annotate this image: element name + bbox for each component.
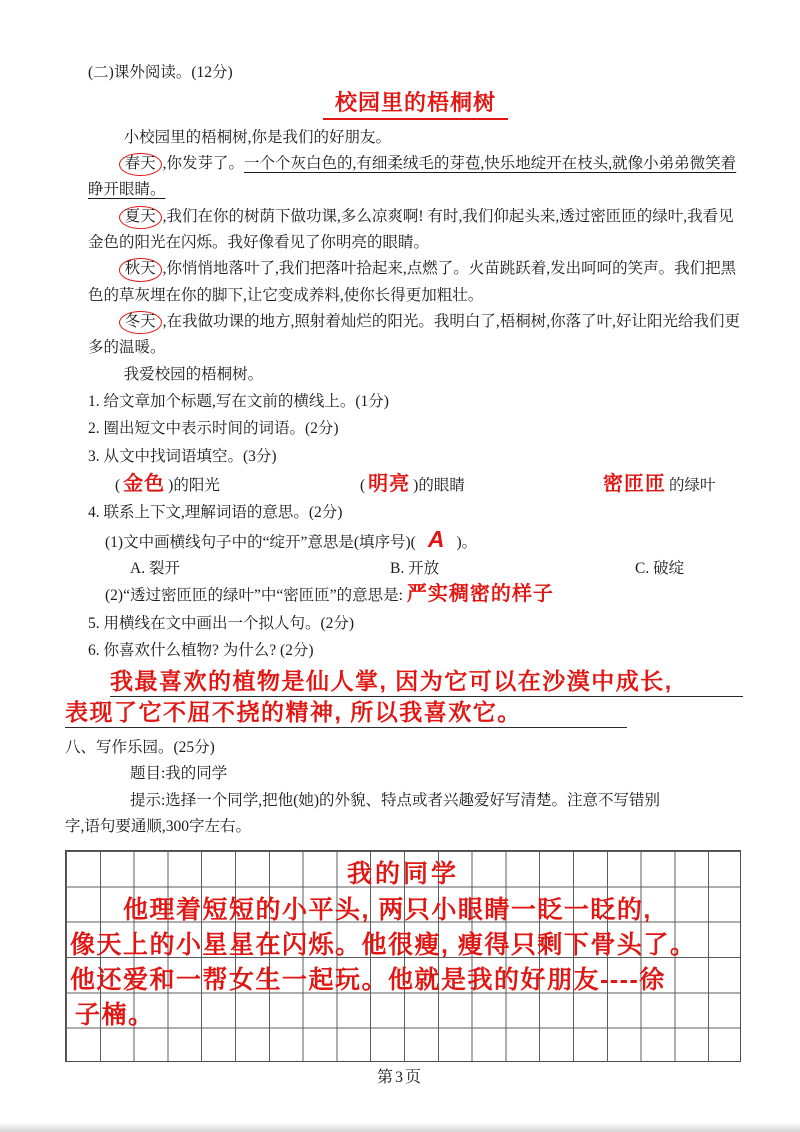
question-2: 2. 圈出短文中表示时间的词语。(2分): [88, 420, 339, 438]
paragraph-text-winter: ,在我做功课的地方,照射着灿烂的阳光。我明白了,梧桐树,你落了叶,好让阳光给我们更多的温暖。: [88, 312, 741, 357]
scan-edge-shadow: [0, 1122, 800, 1132]
handwritten-passage-title: 校园里的梧桐树: [323, 89, 508, 121]
writing-section-header: 八、写作乐园。(25分): [65, 739, 215, 757]
writing-section: [65, 734, 743, 1062]
essay-topic: 题目:我的同学: [130, 765, 228, 783]
circled-word-autumn: 秋天: [119, 258, 162, 281]
passage-paragraph-spring: [88, 151, 743, 204]
paragraph-text-summer: ,我们在你的树荫下做功课,多么凉爽啊! 有时,我们仰起头来,透过密匝匝的绿叶,我看见金色的阳光在闪烁。我好像看见了你明亮的眼睛。: [88, 207, 734, 251]
handwritten-answer-1: 金色: [123, 473, 166, 496]
passage-paragraph-autumn: [88, 256, 743, 309]
blank-suffix-3: 的绿叶: [669, 477, 716, 495]
underlined-sentence: 一个个灰白色的,有细柔绒毛的芽苞,快乐地绽开在枝头,就像小弟弟微笑着睁开眼睛。: [88, 154, 737, 199]
handwritten-answer-2: 明亮: [368, 473, 411, 496]
question-1: 1. 给文章加个标题,写在文前的横线上。(1分): [88, 393, 389, 410]
composition-grid: [65, 850, 741, 1062]
paren-open-1: (: [115, 477, 121, 495]
paren-close-2: ): [413, 477, 419, 495]
question-5: 5. 用横线在文中画出一个拟人句。(2分): [88, 614, 355, 632]
question-4-sub2: [88, 583, 743, 609]
fill-in-blank-1: [115, 472, 360, 499]
handwritten-essay-line-1: 他理着短短的小平头, 两只小眼睛一眨一眨的,: [123, 895, 652, 924]
handwritten-essay-line-3: 他还爱和一帮女生一起玩。他就是我的好朋友----徐: [70, 965, 666, 994]
passage-closing: [88, 362, 743, 388]
question-3-answer-row: [88, 472, 743, 499]
title-blank-line: [88, 89, 743, 125]
handwritten-answer-3: 密匝匝: [603, 473, 666, 496]
reading-section: [65, 60, 743, 728]
question-4-sub2-text: (2)“透过密匝匝的绿叶”中“密匝匝”的意思是:: [105, 587, 403, 605]
page-number: 第3页: [376, 1069, 423, 1086]
question-4-options: [88, 556, 743, 582]
paragraph-text-spring: ,你发芽了。: [162, 154, 245, 172]
passage-paragraph-winter: [88, 309, 743, 362]
essay-hint-line-2: 字,语句要通顺,300字左右。: [65, 817, 252, 835]
circled-word-summer: 夏天: [119, 206, 162, 229]
handwritten-essay-title: 我的同学: [346, 859, 459, 888]
handwritten-plant-answer-1: 我最喜欢的植物是仙人掌, 因为它可以在沙漠中成长,: [110, 667, 673, 694]
paren-close-1: ): [168, 477, 174, 495]
question-4: 4. 联系上下文,理解词语的意思。(2分): [88, 504, 343, 522]
handwritten-choice-answer: A: [427, 525, 445, 552]
blank-suffix-1: 的阳光: [173, 477, 220, 495]
passage-intro: [88, 125, 743, 151]
answer-line-1: [110, 666, 743, 697]
circled-word-spring: 春天: [119, 153, 162, 176]
circled-word-winter: 冬天: [119, 311, 162, 334]
fill-in-blank-2: [360, 472, 600, 499]
handwritten-essay-line-4: 子楠。: [75, 1000, 155, 1029]
question-4-sub1: [88, 525, 743, 556]
question-6: 6. 你喜欢什么植物? 为什么? (2分): [88, 641, 314, 659]
answer-line-2: [65, 697, 627, 728]
option-c: C. 破绽: [635, 559, 685, 577]
option-b: B. 开放: [390, 559, 440, 577]
passage-intro-text: 小校园里的梧桐树,你是我们的好朋友。: [123, 128, 392, 146]
question-4-sub1-text: (1)文中画横线句子中的“绽开”意思是(填序号)(: [105, 533, 416, 551]
option-a: A. 裂开: [130, 559, 180, 577]
fill-in-blank-3: [600, 472, 716, 499]
handwritten-definition-answer: 严实稠密的样子: [406, 583, 554, 606]
blank-suffix-2: 的眼睛: [418, 477, 465, 495]
paren-open-2: (: [360, 477, 366, 495]
question-3: 3. 从文中找词语填空。(3分): [88, 447, 277, 465]
passage-paragraph-summer: [88, 204, 743, 257]
reading-section-header: (二)课外阅读。(12分): [88, 64, 233, 81]
handwritten-plant-answer-2: 表现了它不屈不挠的精神, 所以我喜欢它。: [65, 698, 522, 725]
page-content: [65, 60, 743, 1062]
passage-closing-text: 我爱校园的梧桐树。: [123, 365, 264, 383]
question-4-sub1-tail: )。: [456, 533, 478, 551]
essay-hint-line-1: 提示:选择一个同学,把他(她)的外貌、特点或者兴趣爱好写清楚。注意不写错别: [130, 791, 661, 809]
paragraph-text-autumn: ,你悄悄地落叶了,我们把落叶拾起来,点燃了。火苗跳跃着,发出呵呵的笑声。我们把黑色的草灰埋在你的脚下,让它变成养料,使你长得更加粗壮。: [88, 260, 737, 304]
handwritten-essay-line-2: 像天上的小星星在闪烁。他很瘦, 瘦得只剩下骨头了。: [70, 930, 697, 959]
